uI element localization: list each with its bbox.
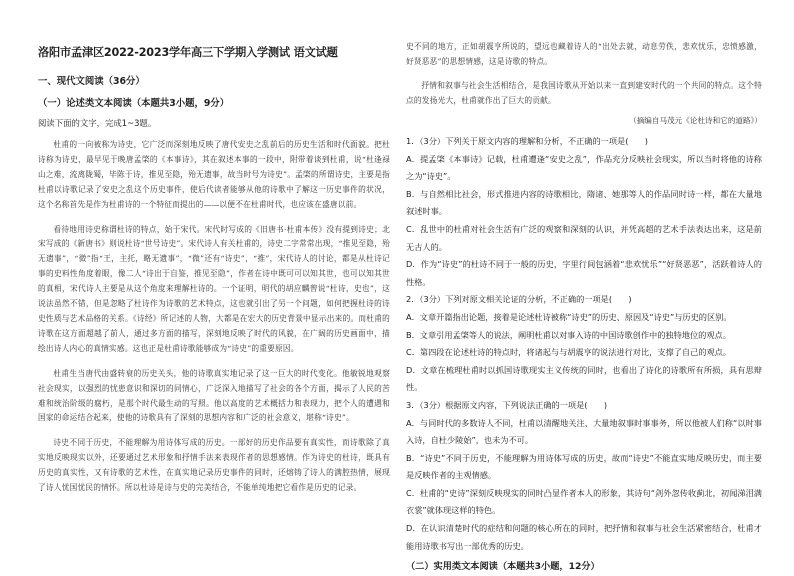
question-3-option-a: A．与同时代的多数诗人不同，杜甫以清醒地关注、大量地叙事时事事务，所以他被人们称“以时事入诗，自杜少陵始”，也未为不可。 xyxy=(406,417,762,446)
subsection-heading-practical: （二）实用类文本阅读（本题共3小题，12分） xyxy=(406,561,600,573)
exam-title: 洛阳市孟津区2022-2023学年高三下学期入学测试 语文试题 xyxy=(38,46,338,59)
section-heading-modern-reading: 一、现代文阅读（36分） xyxy=(38,76,145,87)
passage-paragraph: 史不同的地方，正如胡震亨所说的，望远也藏着诗人的“出处去就，动息劳佚，悲欢忧乐，忠愤感激，好贤恶恶”的思想情感，这是诗歌的特点。 xyxy=(406,42,762,66)
question-1-option-c: C．乱世中的杜甫对社会生活有广泛的观察和深刻的认识，并凭高超的艺术手法表达出来，这是前无古人的。 xyxy=(406,223,762,252)
question-list xyxy=(406,133,762,576)
question-3-option-c: C．杜甫的“史诗”深刻反映现实的同时凸显作者本人的形象，其诗句“剑外忽传收蓟北，初闻涕泪满衣裳”就体现这样的特色。 xyxy=(406,487,762,516)
passage-continuation xyxy=(406,40,762,118)
passage-paragraph: 看待地用诗史称谓杜诗的特点，始于宋代。宋代时写成的《旧唐书·杜甫本传》没有提到诗史；北宋写成的《新唐书》则说杜诗“世号诗史”。宋代诗人有关杜甫的，诗史二字常常出现，“推见至隐，殆无遗事”，“微”指“王，主托，略无遗事”，“微”还有“诗史”，“推”，宋代诗人的讨论，都是从杜诗记事的史料性角度着眼，像二人“诗出于自鉴，推见至隐”，作者在诗中既可可以知其世，也可以知其世的真相，宋代诗人主要是从这个角度来理解杜诗的。一个证明，明代的胡应麟曾说“杜诗，史也”，这说法虽然不错，但是忽略了杜诗作为诗歌的艺术特点，这也就引出了另一个问题，如何把握杜诗的诗史性质与艺术品格的关系。《诗经》所记述的人物，大都是在宏大的历史背景中显示出来的。而杜甫的诗歌在这方面超越了前人，通过多方面的描写，深刻地反映了时代的风貌，在广阔的历史画面中，描绘出诗人内心的真情实感。这也正是杜甫诗歌能够成为“诗史”的重要原因。 xyxy=(38,224,390,353)
passage-source: （摘编自马茂元《论杜诗和它的道路》） xyxy=(629,116,762,125)
passage-paragraph: 诗史不同于历史，不能理解为用诗体写成的历史。一部好的历史作品要有真实性，而诗歌除了真实地反映现实以外，还要通过艺术形象和抒情手法来表现作者的思想感情。作为诗史的杜诗，既具有历史的真实性，又有诗歌的艺术性，在真实地记录历史事件的同时，还熔铸了诗人的满腔热情，展现了诗人忧国忧民的情怀。所以杜诗是诗与史的完美结合，不能单纯地把它看作是历史的记录。 xyxy=(38,438,390,493)
question-2-option-d: D．文章在梳理杜甫时以抓国诗歌现实主义传统的同时，也看出了诗化的诗歌所有所损，具有思辩性。 xyxy=(406,364,762,393)
passage-paragraph: 杜甫生当唐代由盛转衰的历史关头，他的诗歌真实地记录了这一巨大的时代变化。他敏锐地观察社会现实，以强烈的忧患意识和深切的同情心，广泛深入地描写了社会的各个方面，揭示了人民的苦难和统治阶级的腐朽，是那个时代最生动的写照。他以高度的艺术概括力和表现力，把个人的遭遇和国家的命运结合起来，使他的诗歌具有了深刻的思想内容和广泛的社会意义，堪称“诗史”。 xyxy=(38,368,390,423)
passage-body xyxy=(38,138,390,506)
question-3-option-b: B．“诗史”不同于历史，不能理解为用诗体写成的历史，故而“诗史”不能直实地反映历史，而主要是反映作者的主观情感。 xyxy=(406,452,762,481)
question-2-option-c: C．第四段在论述杜诗的特点时，将诸起与与胡震亨的说法进行对比，支撑了自己的观点。 xyxy=(406,347,732,358)
question-1-option-b: B．与自然相比社会，形式推进内容的诗歌相比，隋诸、她那等人的作品同时诗一样，都在大量地叙述时事。 xyxy=(406,188,762,217)
reading-instruction: 阅读下面的文字，完成1~3题。 xyxy=(38,118,157,128)
subsection-heading-argumentative: （一）论述类文本阅读（本题共3小题，9分） xyxy=(38,98,230,109)
question-2-option-a: A．文章开篇指出论题，接着是论述杜诗被称“诗史”的历史、原因及“诗史”与历史的区别。 xyxy=(406,311,732,322)
passage-paragraph: 杜甫的一向被称为诗史，它广泛而深刻地反映了唐代安史之乱前后的历史生活和时代面貌。把杜诗称为诗史，最早见于晚唐孟棨的《本事诗》，其在叙述本事的一段中，附带着谈到杜甫，说“杜逢禄山之难，流离陇蜀，毕陈于诗，推见至隐，殆无遗事，故当时号为诗史”。孟棨的所谓诗史，主要是指杜甫以诗歌记录了安史之乱这个历史事件，使后代读者能够从他的诗歌中了解这一历史事件的状况，这个名称首先是作为杜甫诗的一个特征而提出的——以便不在杜甫时代，也应该在盛唐以前。 xyxy=(38,140,390,209)
question-3-option-d: D．在认识清楚时代的症结和问题的核心所在的同时，把抒情和叙事与社会生活紧密结合，杜甫才能用诗歌书写出一部优秀的历史。 xyxy=(406,523,762,551)
passage-paragraph: 抒情和叙事与社会生活相结合，是我国诗歌从开始以来一直到建安时代的一个共同的特点。这个特点的发扬光大，杜甫就作出了巨大的贡献。 xyxy=(406,80,762,105)
question-2-option-b: B．文章引用孟棨等人的说法，阐明杜甫以对事入诗的中国诗歌创作中的独特地位的观点。 xyxy=(406,329,731,340)
question-2-stem: 2．（3分）下列对原文相关论证的分析，不正确的一项是( ) xyxy=(406,294,632,305)
question-1-stem: 1．（3分）下列关于原文内容的理解和分析，不正确的一项是( ) xyxy=(406,136,648,146)
question-3-stem: 3．（3分）根据原文内容，下列说法正确的一项是( ) xyxy=(406,399,608,410)
question-1-option-a: A．提孟棨《本事诗》记载，杜甫遭逢“安史之乱”，作品充分反映社会现实，所以当时将他的诗称之为“诗史”。 xyxy=(406,153,762,182)
question-1-option-d: D．作为“诗史”的杜诗不同于一般的历史，字里行间包涵着“悲欢忧乐”“好贤恶恶”，活跃着诗人的性格。 xyxy=(406,259,762,287)
